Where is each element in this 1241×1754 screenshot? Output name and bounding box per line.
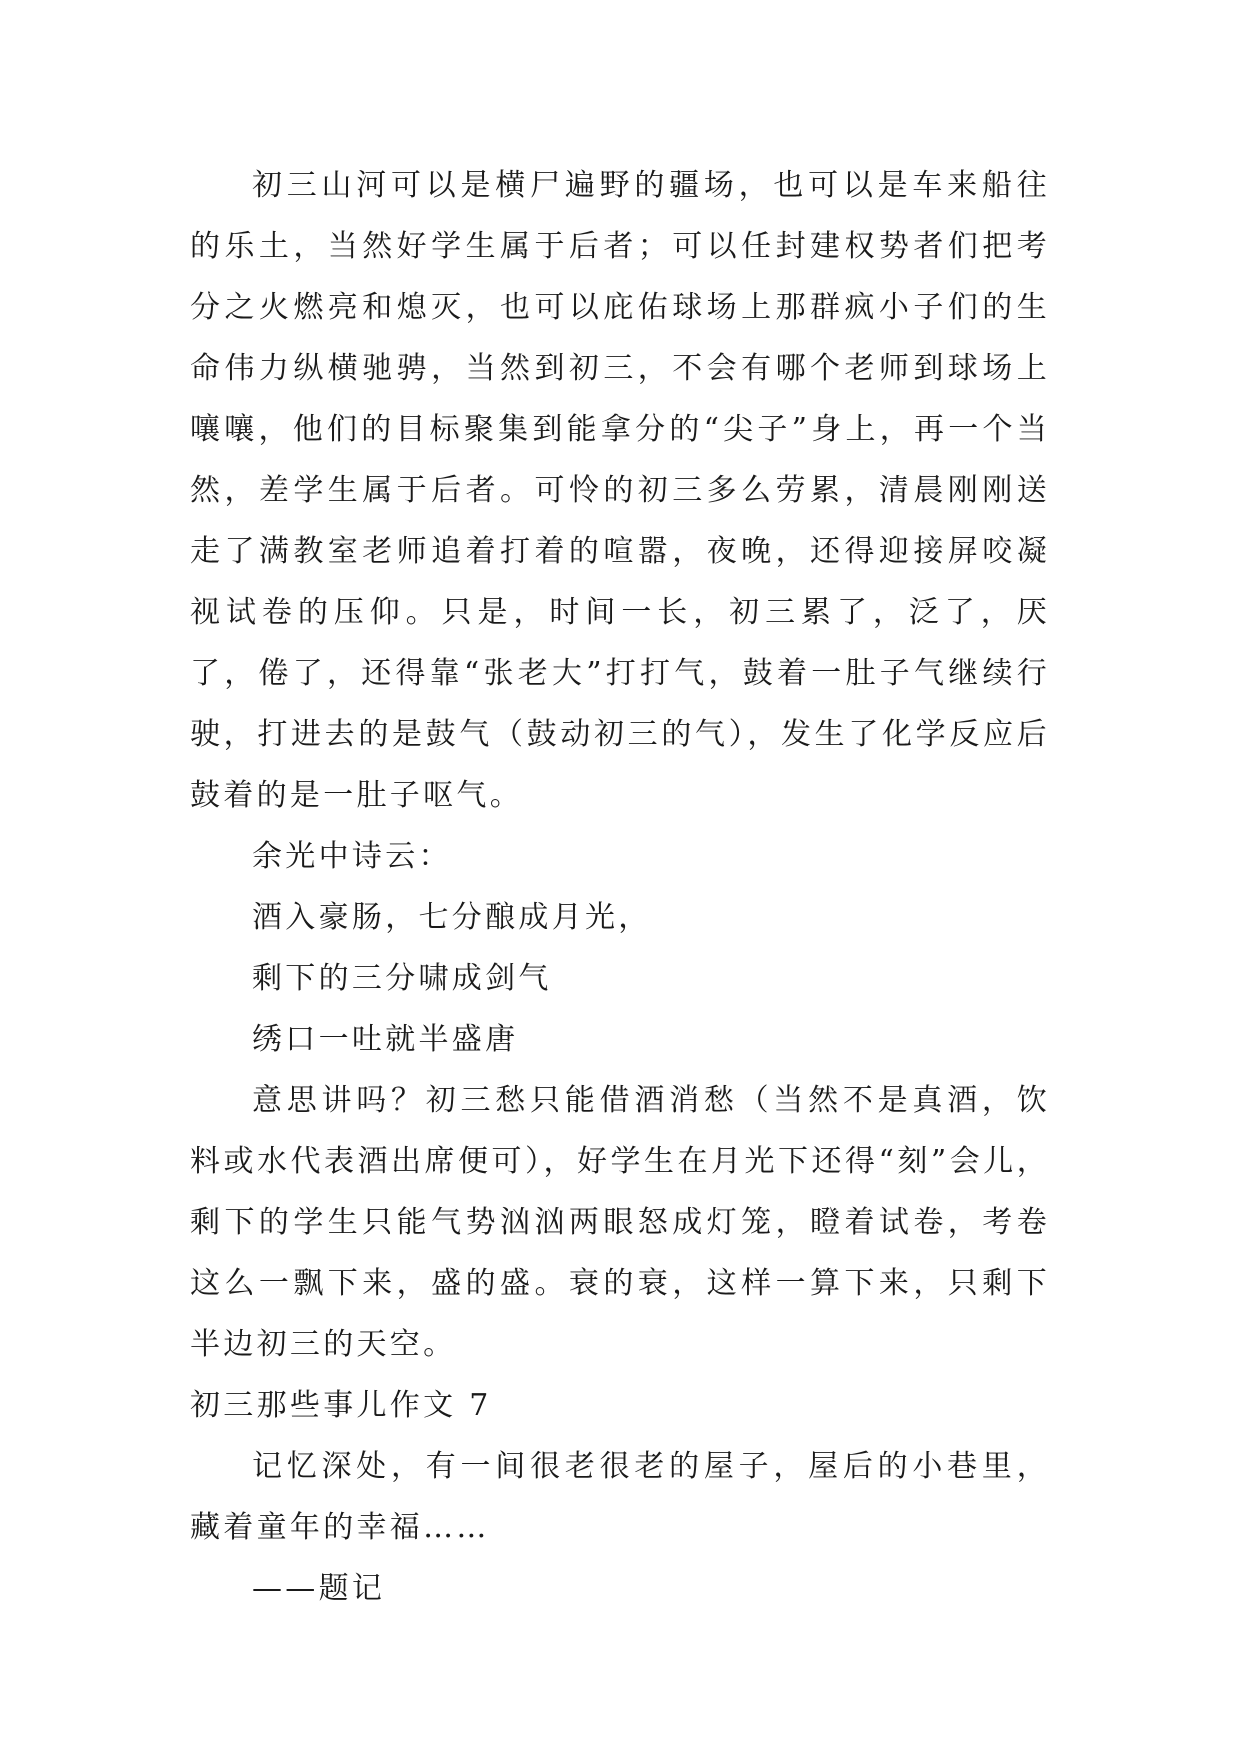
paragraph-exam-year: 初三山河可以是横尸遍野的疆场，也可以是车来船往的乐土，当然好学生属于后者；可以任封建权势者们把考分之火燃亮和熄灭，也可以庇佑球场上那群疯小子们的生命伟力纵横驰骋，当然到初三，不会有哪个老师到球场上嚷嚷，他们的目标聚集到能拿分的“尖子”身上，再一个当然，差学生属于后者。可怜的初三多么劳累，清晨刚刚送走了满教室老师追着打着的喧嚣，夜晚，还得迎接屏咬凝视试卷的压仰。只是，时间一长，初三累了，泛了，厌了，倦了，还得靠“张老大”打打气，鼓着一肚子气继续行驶，打进去的是鼓气（鼓动初三的气），发生了化学反应后鼓着的是一肚子呕气。 — [190, 168, 1050, 813]
paragraph-memory: 记忆深处，有一间很老很老的屋子，屋后的小巷里，藏着童年的幸福…… — [190, 1449, 1050, 1545]
paragraph-poem-intro: 余光中诗云： — [252, 839, 452, 874]
poem-line-2: 剩下的三分啸成剑气 — [252, 961, 552, 996]
paragraph-commentary: 意思讲吗？初三愁只能借酒消愁（当然不是真酒，饮料或水代表酒出席便可），好学生在月光下还得“刻”会儿，剩下的学生只能气势汹汹两眼怒成灯笼，瞪着试卷，考卷这么一飘下来，盛的盛。衰的衰，这样一算下来，只剩下半边初三的天空。 — [190, 1083, 1050, 1362]
poem-line-3: 绣口一吐就半盛唐 — [252, 1022, 519, 1057]
poem-line-1: 酒入豪肠，七分酿成月光， — [252, 900, 652, 935]
epigraph-note: ——题记 — [252, 1571, 386, 1606]
section-title: 初三那些事儿作文 7 — [190, 1388, 492, 1423]
document-body — [190, 155, 1050, 1619]
